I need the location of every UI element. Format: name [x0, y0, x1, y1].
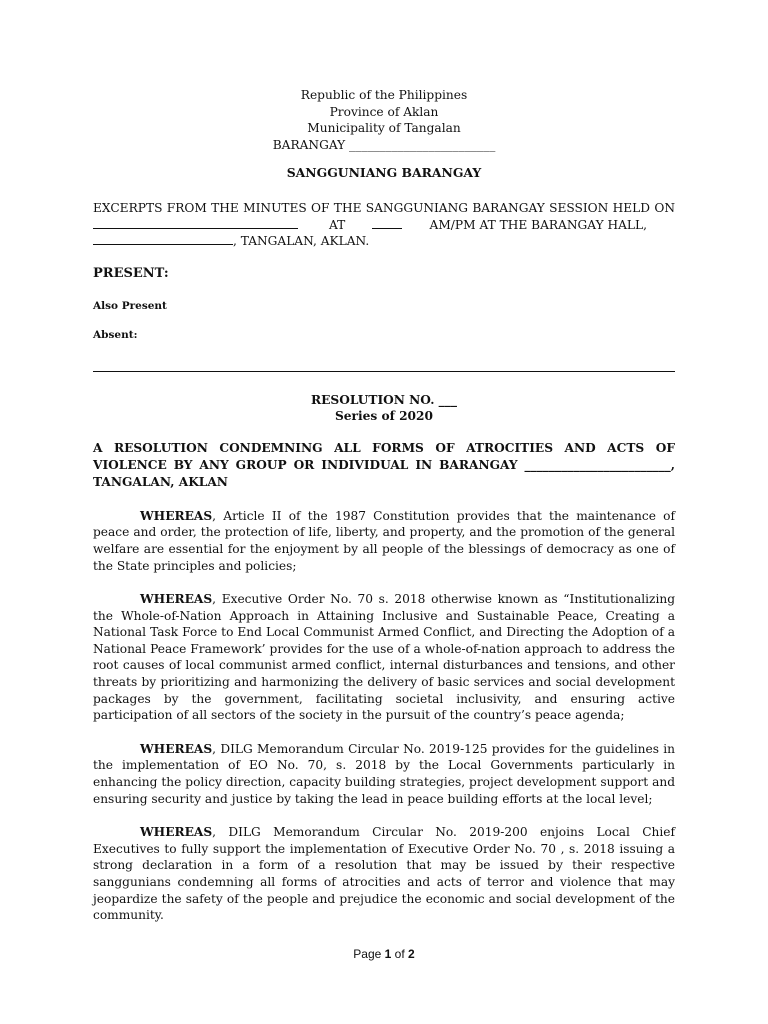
whereas-keyword: WHEREAS [140, 592, 213, 607]
also-present-label: Also Present [93, 300, 167, 313]
council-title: SANGGUNIANG BARANGAY [286, 165, 482, 181]
letterhead-barangay: BARANGAY ________________________ [272, 137, 496, 152]
letterhead [93, 87, 675, 153]
whereas-clause [93, 591, 675, 724]
whereas-text: , Executive Order No. 70 s. 2018 otherwise known as “Institutionalizing the Whole-of-Nation Approach in Attaining Inclusive and Sustainable Peace, Creating a National Task Force to End Local Communist Armed Conflict, and Directing the Adoption of a National Peace Framework’ provides for the use of a whole-of-nation approach to address the root causes of local communist armed conflict, internal disturbances and tensions, and other threats by prioritizing and harmonizing the delivery of basic services and social development packages by the government, facilitating societal inclusivity, and ensuring active participation of all sectors of the society in the pursuit of the country’s peace agenda; [93, 592, 675, 723]
place-blank [93, 234, 233, 245]
page-total: 2 [408, 947, 415, 961]
resolution-series: Series of 2020 [335, 409, 433, 424]
resolution-title-text: A RESOLUTION CONDEMNING ALL FORMS OF ATROCITIES AND ACTS OF VIOLENCE BY ANY GROUP OR INDIVIDUAL IN BARANGAY [93, 440, 675, 472]
resolution-title-place: , TANGALAN, AKLAN [93, 457, 675, 489]
section-divider [93, 371, 675, 372]
excerpt-paragraph [93, 200, 675, 250]
resolution-title-blank: ________________________ [524, 457, 671, 472]
resolution-number: RESOLUTION NO. ___ [311, 392, 457, 407]
document-page [93, 87, 675, 924]
whereas-keyword: WHEREAS [140, 825, 213, 840]
whereas-keyword: WHEREAS [140, 508, 213, 523]
excerpt-lead: EXCERPTS FROM THE MINUTES OF THE SANGGUNIANG BARANGAY SESSION HELD ON [93, 200, 675, 215]
whereas-clause [93, 741, 675, 807]
page-footer [0, 947, 768, 961]
date-blank [93, 218, 298, 229]
whereas-text: , DILG Memorandum Circular No. 2019-200 enjoins Local Chief Executives to fully support the implementation of Executive Order No. 70 , s. 2018 issuing a strong declaration in a form of a resolution that may be issued by their respective sanggunians condemning all forms of atrocities and acts of terror and violence that may jeopardize the safety of the people and prejudice the economic and social development of the community. [93, 825, 675, 923]
whereas-keyword: WHEREAS [140, 741, 213, 756]
time-blank [372, 218, 402, 229]
excerpt-place: , TANGALAN, AKLAN. [233, 234, 370, 249]
whereas-clause [93, 824, 675, 924]
letterhead-republic: Republic of the Philippines [300, 88, 468, 102]
resolution-heading [93, 392, 675, 425]
whereas-text: , Article II of the 1987 Constitution provides that the maintenance of peace and order, the protection of life, liberty, and property, and the promotion of the general welfare are essential for the enjoyment by all people of the blessings of democracy as one of the State principles and policies; [93, 508, 675, 573]
excerpt-ampm: AM/PM AT THE BARANGAY HALL, [429, 217, 647, 232]
letterhead-municipality: Municipality of Tangalan [307, 121, 461, 136]
absent-label: Absent: [93, 328, 138, 341]
excerpt-at: AT [329, 217, 346, 232]
resolution-title [93, 440, 675, 491]
page-number: 1 [384, 947, 392, 961]
whereas-text: , DILG Memorandum Circular No. 2019-125 provides for the guidelines in the implementation of EO No. 70, s. 2018 by the Local Governments particularly in enhancing the policy direction, capacity building strategies, project development support and ensuring security and justice by taking the lead in peace building efforts at the local level; [93, 741, 675, 806]
present-label: PRESENT: [93, 265, 169, 281]
page-word: Page [353, 947, 382, 961]
of-word: of [394, 947, 405, 961]
whereas-clause [93, 508, 675, 574]
letterhead-province: Province of Aklan [329, 104, 439, 119]
